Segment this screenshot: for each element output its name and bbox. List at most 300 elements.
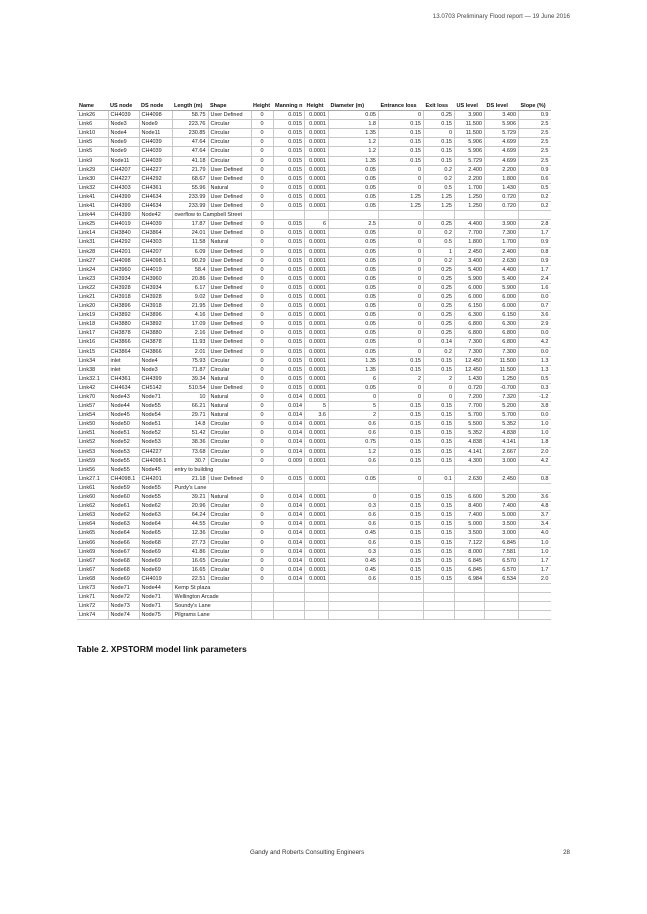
table-cell: 0.15 bbox=[424, 147, 455, 156]
table-caption bbox=[77, 644, 247, 654]
table-row bbox=[77, 338, 551, 347]
table-cell bbox=[485, 611, 519, 620]
table-cell: 0.0001 bbox=[305, 565, 329, 574]
table-cell: Link56 bbox=[77, 465, 108, 474]
table-cell: 1.25 bbox=[379, 202, 424, 211]
table-cell: 0.15 bbox=[379, 120, 424, 129]
table-cell bbox=[379, 483, 424, 492]
table-cell: 4.699 bbox=[485, 138, 519, 147]
table-cell: Link32.1 bbox=[77, 374, 108, 383]
table-cell: 0.0001 bbox=[305, 202, 329, 211]
table-cell: 0.0001 bbox=[305, 120, 329, 129]
table-cell: 1.35 bbox=[329, 156, 379, 165]
column-header: DS node bbox=[139, 102, 172, 111]
table-cell: 0 bbox=[329, 393, 379, 402]
table-cell: User Defined bbox=[208, 229, 251, 238]
table-cell: Link6 bbox=[77, 120, 108, 129]
table-cell: 0.6 bbox=[329, 520, 379, 529]
table-cell: 0.015 bbox=[273, 202, 305, 211]
table-cell: 1.430 bbox=[485, 183, 519, 192]
table-cell bbox=[519, 465, 551, 474]
table-cell: 0.015 bbox=[273, 311, 305, 320]
table-cell: 0 bbox=[251, 147, 273, 156]
table-cell: 73.68 bbox=[172, 447, 208, 456]
table-cell: 0 bbox=[251, 338, 273, 347]
table-cell: 0.015 bbox=[273, 320, 305, 329]
table-cell: 6.984 bbox=[455, 574, 485, 583]
table-cell: 0.05 bbox=[329, 311, 379, 320]
table-cell: CH4019 bbox=[108, 220, 139, 229]
table-cell: 2.01 bbox=[172, 347, 208, 356]
table-cell: 58.75 bbox=[172, 111, 208, 120]
table-cell: Link32 bbox=[77, 183, 108, 192]
table-cell: 3.400 bbox=[455, 256, 485, 265]
table-cell: 11.58 bbox=[172, 238, 208, 247]
table-cell: Node63 bbox=[139, 511, 172, 520]
table-cell: 0 bbox=[251, 538, 273, 547]
table-cell: 4.400 bbox=[455, 220, 485, 229]
table-cell: 0.05 bbox=[329, 238, 379, 247]
table-row bbox=[77, 447, 551, 456]
table-cell: 0.15 bbox=[424, 138, 455, 147]
table-cell: 0.015 bbox=[273, 329, 305, 338]
table-cell: Link51 bbox=[77, 429, 108, 438]
table-cell: 0.0001 bbox=[305, 256, 329, 265]
table-cell bbox=[273, 611, 305, 620]
table-cell: Node55 bbox=[139, 402, 172, 411]
table-cell: Link61 bbox=[77, 483, 108, 492]
table-cell: 0.0001 bbox=[305, 192, 329, 201]
table-cell: 41.18 bbox=[172, 156, 208, 165]
table-cell: 1.250 bbox=[455, 202, 485, 211]
table-cell: CH4098 bbox=[139, 111, 172, 120]
table-cell: 0 bbox=[379, 220, 424, 229]
table-cell: 0 bbox=[379, 247, 424, 256]
table-cell: 0.014 bbox=[273, 556, 305, 565]
table-cell: 0.720 bbox=[485, 202, 519, 211]
table-cell: 0.05 bbox=[329, 174, 379, 183]
table-cell: Circular bbox=[208, 511, 251, 520]
table-cell: 8.000 bbox=[455, 547, 485, 556]
table-cell: CH4039 bbox=[139, 156, 172, 165]
table-cell: Link38 bbox=[77, 365, 108, 374]
table-cell: 1.25 bbox=[379, 192, 424, 201]
table-cell: 0.15 bbox=[424, 493, 455, 502]
table-cell: Node74 bbox=[108, 611, 139, 620]
table-cell: 0.0001 bbox=[305, 538, 329, 547]
table-cell: 0.15 bbox=[379, 365, 424, 374]
table-cell: 0.014 bbox=[273, 538, 305, 547]
table-cell: Node51 bbox=[139, 420, 172, 429]
table-cell: 0 bbox=[379, 265, 424, 274]
column-header: US level bbox=[455, 102, 485, 111]
table-cell: 0 bbox=[251, 129, 273, 138]
table-cell: Circular bbox=[208, 520, 251, 529]
table-cell: 0.5 bbox=[519, 374, 551, 383]
table-cell: 51.42 bbox=[172, 429, 208, 438]
table-cell bbox=[251, 483, 273, 492]
table-cell: 2.400 bbox=[455, 165, 485, 174]
table-cell: 5 bbox=[329, 402, 379, 411]
table-row bbox=[77, 311, 551, 320]
table-cell: 0.0001 bbox=[305, 511, 329, 520]
table-row bbox=[77, 283, 551, 292]
table-cell bbox=[251, 465, 273, 474]
table-cell: 0.15 bbox=[424, 438, 455, 447]
table-cell: CH4207 bbox=[139, 247, 172, 256]
column-header: Manning n bbox=[275, 103, 303, 109]
table-row bbox=[77, 292, 551, 301]
table-cell: Natural bbox=[208, 238, 251, 247]
table-cell: 0.015 bbox=[273, 138, 305, 147]
table-cell: Link25 bbox=[77, 220, 108, 229]
table-cell: Link41 bbox=[77, 192, 108, 201]
table-cell: CH3866 bbox=[108, 338, 139, 347]
table-cell: 5.900 bbox=[455, 274, 485, 283]
table-cell: 0.25 bbox=[424, 311, 455, 320]
table-cell: Link34 bbox=[77, 356, 108, 365]
table-cell: 0.25 bbox=[424, 302, 455, 311]
table-cell: 6.800 bbox=[455, 320, 485, 329]
table-cell: Purdy's Lane bbox=[172, 483, 251, 492]
table-cell: 0.15 bbox=[379, 438, 424, 447]
table-cell: 5.729 bbox=[485, 129, 519, 138]
column-header: US node bbox=[108, 102, 139, 111]
table-cell bbox=[305, 483, 329, 492]
table-cell: CH4634 bbox=[139, 202, 172, 211]
table-cell: 0 bbox=[251, 174, 273, 183]
table-cell: 0 bbox=[379, 393, 424, 402]
table-cell: 0.014 bbox=[273, 547, 305, 556]
table-cell: 3.400 bbox=[485, 111, 519, 120]
table-cell: 2.630 bbox=[455, 474, 485, 483]
table-cell: CH4019 bbox=[139, 574, 172, 583]
table-cell bbox=[273, 465, 305, 474]
table-cell: 16.65 bbox=[172, 565, 208, 574]
table-cell: Node52 bbox=[139, 429, 172, 438]
table-cell: Node75 bbox=[139, 611, 172, 620]
table-cell: 0 bbox=[251, 429, 273, 438]
table-cell: 2.630 bbox=[485, 256, 519, 265]
column-header: Entrance loss bbox=[379, 102, 424, 111]
table-cell: Kemp St plaza bbox=[172, 583, 251, 592]
table-cell: 0.015 bbox=[273, 383, 305, 392]
table-row bbox=[77, 265, 551, 274]
table-cell: Circular bbox=[208, 547, 251, 556]
table-cell: 0.05 bbox=[329, 347, 379, 356]
table-cell: Link50 bbox=[77, 420, 108, 429]
table-cell: 0.0001 bbox=[305, 247, 329, 256]
table-cell: 38.36 bbox=[172, 438, 208, 447]
table-row bbox=[77, 302, 551, 311]
table-cell: 0.15 bbox=[424, 565, 455, 574]
table-cell: CH4039 bbox=[139, 220, 172, 229]
table-cell: 0.0001 bbox=[305, 338, 329, 347]
table-cell: Node50 bbox=[108, 420, 139, 429]
table-cell: 0.15 bbox=[424, 456, 455, 465]
table-cell: 0.015 bbox=[273, 374, 305, 383]
table-row bbox=[77, 456, 551, 465]
table-cell: 4.141 bbox=[485, 438, 519, 447]
table-cell: 75.93 bbox=[172, 356, 208, 365]
table-cell: 0 bbox=[379, 183, 424, 192]
table-cell: CH4303 bbox=[139, 238, 172, 247]
table-cell: 90.29 bbox=[172, 256, 208, 265]
table-cell: 0 bbox=[424, 383, 455, 392]
table-cell: 0.014 bbox=[273, 529, 305, 538]
table-cell bbox=[455, 593, 485, 602]
table-cell: 2.4 bbox=[519, 274, 551, 283]
table-cell: 58.4 bbox=[172, 265, 208, 274]
table-cell bbox=[329, 583, 379, 592]
table-cell: 0.2 bbox=[424, 347, 455, 356]
table-cell: 0 bbox=[251, 247, 273, 256]
table-cell bbox=[455, 483, 485, 492]
table-cell: User Defined bbox=[208, 474, 251, 483]
table-cell: 6.800 bbox=[485, 338, 519, 347]
table-cell: User Defined bbox=[208, 247, 251, 256]
table-cell bbox=[379, 465, 424, 474]
table-cell: Link72 bbox=[77, 602, 108, 611]
table-cell: 0.15 bbox=[424, 411, 455, 420]
table-cell: 0 bbox=[251, 556, 273, 565]
table-cell: Link67 bbox=[77, 565, 108, 574]
table-row bbox=[77, 565, 551, 574]
table-cell: 0.9 bbox=[519, 238, 551, 247]
table-cell: 30.7 bbox=[172, 456, 208, 465]
table-cell bbox=[424, 211, 455, 220]
table-cell: 7.400 bbox=[485, 502, 519, 511]
table-cell: 0.015 bbox=[273, 120, 305, 129]
table-cell: 0.15 bbox=[424, 429, 455, 438]
table-cell: 7.400 bbox=[455, 511, 485, 520]
table-cell: Link31 bbox=[77, 238, 108, 247]
table-cell: 4.699 bbox=[485, 156, 519, 165]
table-cell: 0.15 bbox=[379, 538, 424, 547]
table-cell: 0.8 bbox=[519, 474, 551, 483]
table-cell: Natural bbox=[208, 402, 251, 411]
table-cell: CH3918 bbox=[139, 302, 172, 311]
table-cell: 0.014 bbox=[273, 402, 305, 411]
table-cell: 0.014 bbox=[273, 502, 305, 511]
table-cell bbox=[455, 602, 485, 611]
table-cell: Node71 bbox=[108, 583, 139, 592]
table-cell: 3.6 bbox=[519, 311, 551, 320]
table-cell: 0.015 bbox=[273, 347, 305, 356]
table-cell: 20.86 bbox=[172, 274, 208, 283]
table-cell: 0 bbox=[379, 292, 424, 301]
table-cell: 0.2 bbox=[519, 202, 551, 211]
table-cell: Circular bbox=[208, 429, 251, 438]
table-cell: CH4399 bbox=[108, 211, 139, 220]
table-cell: 0 bbox=[251, 265, 273, 274]
table-cell: Node59 bbox=[108, 483, 139, 492]
table-cell bbox=[455, 611, 485, 620]
table-cell: 1.7 bbox=[519, 229, 551, 238]
table-cell: 0 bbox=[251, 474, 273, 483]
table-cell: 0 bbox=[251, 320, 273, 329]
table-cell: 0.0001 bbox=[305, 320, 329, 329]
table-cell: Circular bbox=[208, 420, 251, 429]
table-cell: 0.0001 bbox=[305, 129, 329, 138]
table-cell: 2.5 bbox=[519, 129, 551, 138]
table-cell: 0.0001 bbox=[305, 456, 329, 465]
table-cell: 5.200 bbox=[485, 402, 519, 411]
table-cell: Circular bbox=[208, 529, 251, 538]
table-cell: User Defined bbox=[208, 274, 251, 283]
table-cell: 3.500 bbox=[455, 529, 485, 538]
table-cell: 0.0001 bbox=[305, 502, 329, 511]
table-cell bbox=[251, 211, 273, 220]
table-cell: 0.0001 bbox=[305, 283, 329, 292]
table-cell: 233.99 bbox=[172, 202, 208, 211]
table-cell: Node52 bbox=[108, 438, 139, 447]
table-cell: 0.15 bbox=[424, 356, 455, 365]
table-cell: Link66 bbox=[77, 538, 108, 547]
table-cell: 2.5 bbox=[519, 138, 551, 147]
table-cell: 0.0001 bbox=[305, 574, 329, 583]
table-cell: Natural bbox=[208, 493, 251, 502]
table-cell: 2.450 bbox=[455, 247, 485, 256]
table-cell: CH3928 bbox=[108, 283, 139, 292]
table-cell bbox=[305, 593, 329, 602]
table-cell: 5.352 bbox=[455, 429, 485, 438]
table-cell: 0.9 bbox=[519, 165, 551, 174]
table-cell: 0 bbox=[251, 202, 273, 211]
table-cell: 1.35 bbox=[329, 365, 379, 374]
table-cell: 0 bbox=[424, 129, 455, 138]
footer-org: Gandy and Roberts Consulting Engineers bbox=[250, 849, 365, 856]
table-cell: 0.015 bbox=[273, 356, 305, 365]
table-cell: 0.15 bbox=[424, 420, 455, 429]
table-row bbox=[77, 156, 551, 165]
table-cell: 0.015 bbox=[273, 174, 305, 183]
table-cell bbox=[424, 602, 455, 611]
column-header: Height bbox=[251, 102, 273, 111]
table-cell: Link65 bbox=[77, 529, 108, 538]
table-row bbox=[77, 174, 551, 183]
table-cell: CH4201 bbox=[108, 247, 139, 256]
table-cell: 233.99 bbox=[172, 192, 208, 201]
table-cell: 44.55 bbox=[172, 520, 208, 529]
table-cell: 0.15 bbox=[379, 565, 424, 574]
table-cell: 0 bbox=[329, 493, 379, 502]
table-cell: Link5 bbox=[77, 138, 108, 147]
page-header: 13.0703 Preliminary Flood report — 19 June 2016 bbox=[432, 13, 570, 20]
table-row bbox=[77, 556, 551, 565]
table-cell: CH3840 bbox=[108, 229, 139, 238]
table-cell: Circular bbox=[208, 447, 251, 456]
table-cell: 0.015 bbox=[273, 192, 305, 201]
table-cell: 0.15 bbox=[379, 420, 424, 429]
table-cell bbox=[273, 583, 305, 592]
table-cell: 0 bbox=[379, 329, 424, 338]
table-cell: 0 bbox=[251, 456, 273, 465]
table-cell: Link63 bbox=[77, 511, 108, 520]
table-cell: Node72 bbox=[108, 593, 139, 602]
table-cell: 0.15 bbox=[424, 574, 455, 583]
table-cell: 0.0001 bbox=[305, 547, 329, 556]
table-cell: 0 bbox=[251, 565, 273, 574]
table-cell bbox=[485, 211, 519, 220]
table-cell: Circular bbox=[208, 120, 251, 129]
table-cell: 0 bbox=[251, 329, 273, 338]
table-cell bbox=[305, 611, 329, 620]
table-cell: 0.15 bbox=[424, 502, 455, 511]
table-cell: 1.2 bbox=[329, 138, 379, 147]
table-cell: Link30 bbox=[77, 174, 108, 183]
table-cell: 0.0001 bbox=[305, 329, 329, 338]
table-cell: 6 bbox=[329, 374, 379, 383]
table-cell: User Defined bbox=[208, 347, 251, 356]
table-cell: Node62 bbox=[139, 502, 172, 511]
table-cell: 1.430 bbox=[455, 374, 485, 383]
table-cell: 0.0001 bbox=[305, 474, 329, 483]
table-cell: Circular bbox=[208, 556, 251, 565]
table-cell: Natural bbox=[208, 374, 251, 383]
table-row bbox=[77, 183, 551, 192]
table-cell: 4.0 bbox=[519, 529, 551, 538]
table-cell: CH4098.1 bbox=[139, 256, 172, 265]
table-cell: 0 bbox=[251, 411, 273, 420]
table-cell: 3.8 bbox=[519, 402, 551, 411]
table-cell: 0.015 bbox=[273, 302, 305, 311]
table-cell: 0.05 bbox=[329, 202, 379, 211]
table-cell: Circular bbox=[208, 147, 251, 156]
table-cell: 0.0001 bbox=[305, 138, 329, 147]
table-cell bbox=[305, 602, 329, 611]
table-cell: 1.250 bbox=[485, 374, 519, 383]
table-cell bbox=[329, 211, 379, 220]
table-cell: 0.0001 bbox=[305, 347, 329, 356]
table-cell: 55.96 bbox=[172, 183, 208, 192]
table-cell: Wellington Arcade bbox=[172, 593, 251, 602]
table-cell: 0.014 bbox=[273, 438, 305, 447]
table-row bbox=[77, 583, 551, 592]
table-cell: 0 bbox=[379, 238, 424, 247]
table-cell: 29.71 bbox=[172, 411, 208, 420]
table-cell: Node68 bbox=[108, 565, 139, 574]
table-cell: 0 bbox=[251, 311, 273, 320]
table-cell: Circular bbox=[208, 156, 251, 165]
table-cell: 2 bbox=[329, 411, 379, 420]
table-cell: CH3880 bbox=[139, 329, 172, 338]
table-cell: User Defined bbox=[208, 111, 251, 120]
table-cell: 0.25 bbox=[424, 220, 455, 229]
table-cell: 0.3 bbox=[519, 383, 551, 392]
table-cell: Link64 bbox=[77, 520, 108, 529]
table-cell: CH3878 bbox=[108, 329, 139, 338]
table-cell: 0.0001 bbox=[305, 265, 329, 274]
table-cell: 0 bbox=[251, 574, 273, 583]
table-cell: 5.700 bbox=[485, 411, 519, 420]
table-cell bbox=[251, 583, 273, 592]
table-cell: 0 bbox=[251, 120, 273, 129]
table-cell bbox=[455, 465, 485, 474]
table-cell: User Defined bbox=[208, 338, 251, 347]
table-cell: 6.800 bbox=[485, 329, 519, 338]
table-cell: Node51 bbox=[108, 429, 139, 438]
table-row bbox=[77, 120, 551, 129]
column-header: Slope (%) bbox=[519, 102, 551, 111]
table-cell: 0.25 bbox=[424, 292, 455, 301]
table-cell bbox=[379, 611, 424, 620]
table-cell: Node55 bbox=[108, 456, 139, 465]
table-cell: Node11 bbox=[108, 156, 139, 165]
table-cell: 0.15 bbox=[424, 156, 455, 165]
table-cell: 0.014 bbox=[273, 447, 305, 456]
table-cell: inlet bbox=[108, 365, 139, 374]
